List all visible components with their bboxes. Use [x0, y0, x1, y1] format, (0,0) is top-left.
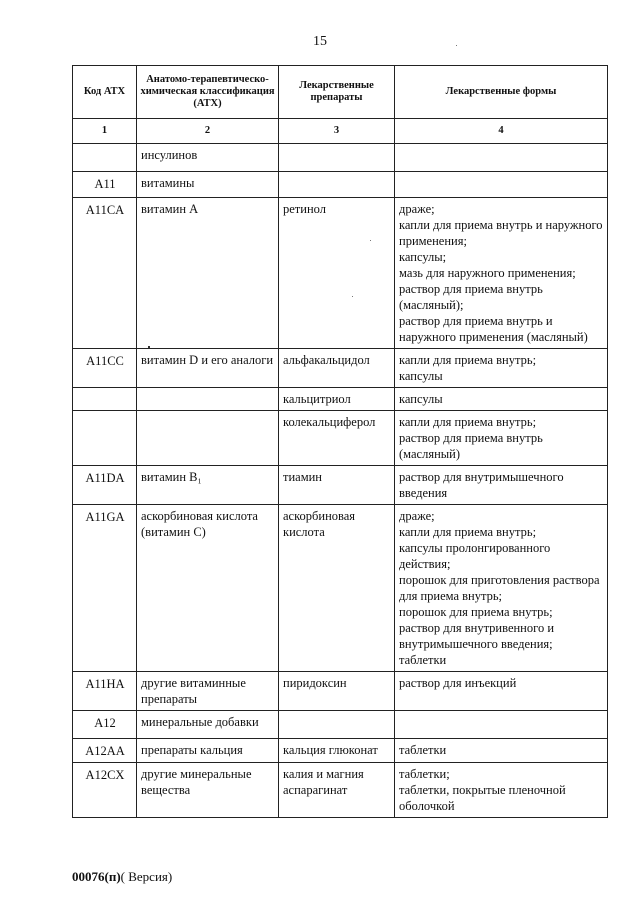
drug-cell: [279, 172, 395, 198]
atx-code-cell: A11: [73, 172, 137, 198]
dosage-forms-cell: раствор для внутримышечного введения: [395, 466, 608, 505]
table-row: [73, 144, 608, 172]
scan-speck: [370, 240, 371, 241]
dosage-forms-cell: [395, 711, 608, 739]
atx-code-cell: A12: [73, 711, 137, 739]
column-number: 3: [279, 119, 395, 144]
page-number: 15: [313, 34, 327, 49]
table-row: [73, 172, 608, 198]
drug-cell: калия и магния аспарагинат: [279, 763, 395, 818]
atx-code-cell: A11DA: [73, 466, 137, 505]
classification-cell: витамин А: [137, 198, 279, 349]
scan-speck: [352, 296, 353, 297]
dosage-forms-cell: таблетки; таблетки, покрытые пленочной оболочкой: [395, 763, 608, 818]
classification-cell: минеральные добавки: [137, 711, 279, 739]
table-row: [73, 349, 608, 388]
scan-speck: [456, 45, 457, 46]
atx-code-cell: A11HA: [73, 672, 137, 711]
scan-speck: [148, 346, 150, 348]
table-row: [73, 198, 608, 349]
atx-code-cell: [73, 144, 137, 172]
dosage-forms-cell: таблетки: [395, 739, 608, 763]
classification-cell: [137, 388, 279, 411]
atx-code-cell: A11GA: [73, 505, 137, 672]
drug-cell: [279, 711, 395, 739]
table-row: [73, 388, 608, 411]
column-number: 4: [395, 119, 608, 144]
drug-table: [72, 65, 608, 818]
dosage-forms-cell: драже; капли для приема внутрь и наружного применения; капсулы; мазь для наружного применения; раствор для приема внутрь (масляный); раствор для приема внутрь и наружного применения (масляный): [395, 198, 608, 349]
classification-cell: витамин B₁: [137, 466, 279, 505]
classification-cell: аскорбиновая кислота (витамин C): [137, 505, 279, 672]
classification-cell: препараты кальция: [137, 739, 279, 763]
classification-cell: другие минеральные вещества: [137, 763, 279, 818]
atx-code-cell: A11CC: [73, 349, 137, 388]
table-row: [73, 411, 608, 466]
dosage-forms-cell: капли для приема внутрь; раствор для приема внутрь (масляный): [395, 411, 608, 466]
column-number: 1: [73, 119, 137, 144]
header-classification: Анатомо-терапевтическо-химическая классификация (АТХ): [137, 66, 279, 119]
drug-cell: аскорбиновая кислота: [279, 505, 395, 672]
dosage-forms-cell: драже; капли для приема внутрь; капсулы пролонгированного действия; порошок для приготовления раствора для приема внутрь; порошок для приема внутрь; раствор для внутривенного и внутримышечного введения; таблетки: [395, 505, 608, 672]
dosage-forms-cell: капли для приема внутрь; капсулы: [395, 349, 608, 388]
table-row: [73, 466, 608, 505]
classification-cell: другие витаминные препараты: [137, 672, 279, 711]
header-drugs: Лекарственные препараты: [279, 66, 395, 119]
dosage-forms-cell: раствор для инъекций: [395, 672, 608, 711]
header-forms: Лекарственные формы: [395, 66, 608, 119]
classification-cell: инсулинов: [137, 144, 279, 172]
header-row: [73, 66, 608, 119]
table-row: [73, 711, 608, 739]
atx-code-cell: [73, 411, 137, 466]
table-row: [73, 672, 608, 711]
footer-code: 00076(п): [72, 869, 121, 884]
column-number: 2: [137, 119, 279, 144]
drug-cell: [279, 144, 395, 172]
classification-cell: [137, 411, 279, 466]
dosage-forms-cell: [395, 172, 608, 198]
table-row: [73, 505, 608, 672]
header-code: Код АТХ: [73, 66, 137, 119]
atx-code-cell: A11CA: [73, 198, 137, 349]
footer-version: ( Версия): [120, 869, 173, 884]
drug-cell: тиамин: [279, 466, 395, 505]
classification-cell: витамин D и его аналоги: [137, 349, 279, 388]
drug-cell: колекальциферол: [279, 411, 395, 466]
column-number-row: [73, 119, 608, 144]
table-row: [73, 763, 608, 818]
drug-cell: альфакальцидол: [279, 349, 395, 388]
drug-cell: пиридоксин: [279, 672, 395, 711]
document-footer: [72, 869, 172, 885]
classification-cell: витамины: [137, 172, 279, 198]
table-row: [73, 739, 608, 763]
table-body: [73, 144, 608, 818]
atx-code-cell: [73, 388, 137, 411]
atx-code-cell: A12AA: [73, 739, 137, 763]
atx-code-cell: A12CX: [73, 763, 137, 818]
dosage-forms-cell: [395, 144, 608, 172]
dosage-forms-cell: капсулы: [395, 388, 608, 411]
drug-cell: кальция глюконат: [279, 739, 395, 763]
drug-cell: ретинол: [279, 198, 395, 349]
drug-cell: кальцитриол: [279, 388, 395, 411]
